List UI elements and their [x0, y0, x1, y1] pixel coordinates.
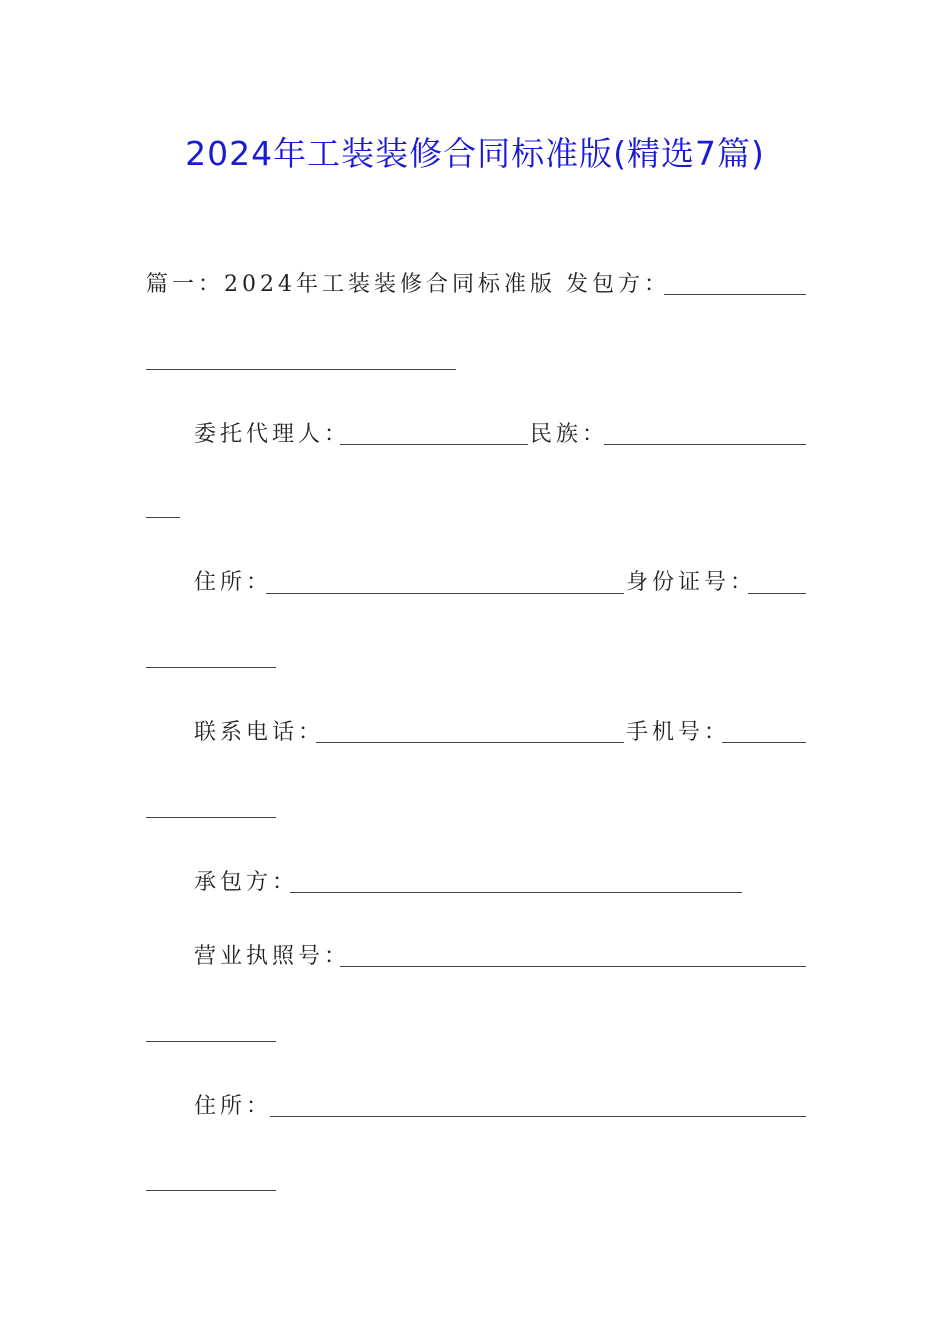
license-blank-cont: [146, 1041, 276, 1042]
employer-blank: [664, 294, 806, 295]
agent-blank: [340, 444, 528, 445]
address2-blank-cont: [146, 1190, 276, 1191]
employer-blank-cont: [146, 369, 456, 370]
id-number-blank-cont: [146, 667, 276, 668]
ethnicity-blank: [604, 444, 806, 445]
license-label: 营业执照号：: [194, 944, 351, 969]
ethnicity-blank-cont: [146, 517, 180, 518]
id-number-label: 身份证号：: [626, 570, 757, 595]
mobile-blank: [722, 742, 806, 743]
ethnicity-label: 民族：: [530, 422, 609, 447]
phone-label: 联系电话：: [194, 720, 325, 745]
agent-label: 委托代理人：: [194, 422, 351, 447]
mobile-blank-cont: [146, 817, 276, 818]
part-heading: 篇一：2024年工装装修合同标准版: [146, 272, 556, 297]
address1-blank: [266, 593, 624, 594]
employer-label: 发包方：: [566, 272, 671, 297]
address2-blank: [270, 1116, 806, 1117]
address2-label: 住所：: [194, 1094, 273, 1119]
contractor-blank: [290, 892, 742, 893]
license-blank: [340, 966, 806, 967]
address1-label: 住所：: [194, 570, 273, 595]
contractor-label: 承包方：: [194, 870, 299, 895]
phone-blank: [316, 742, 624, 743]
mobile-label: 手机号：: [626, 720, 731, 745]
document-title: 2024年工装装修合同标准版(精选7篇): [185, 134, 765, 173]
id-number-blank: [748, 593, 806, 594]
